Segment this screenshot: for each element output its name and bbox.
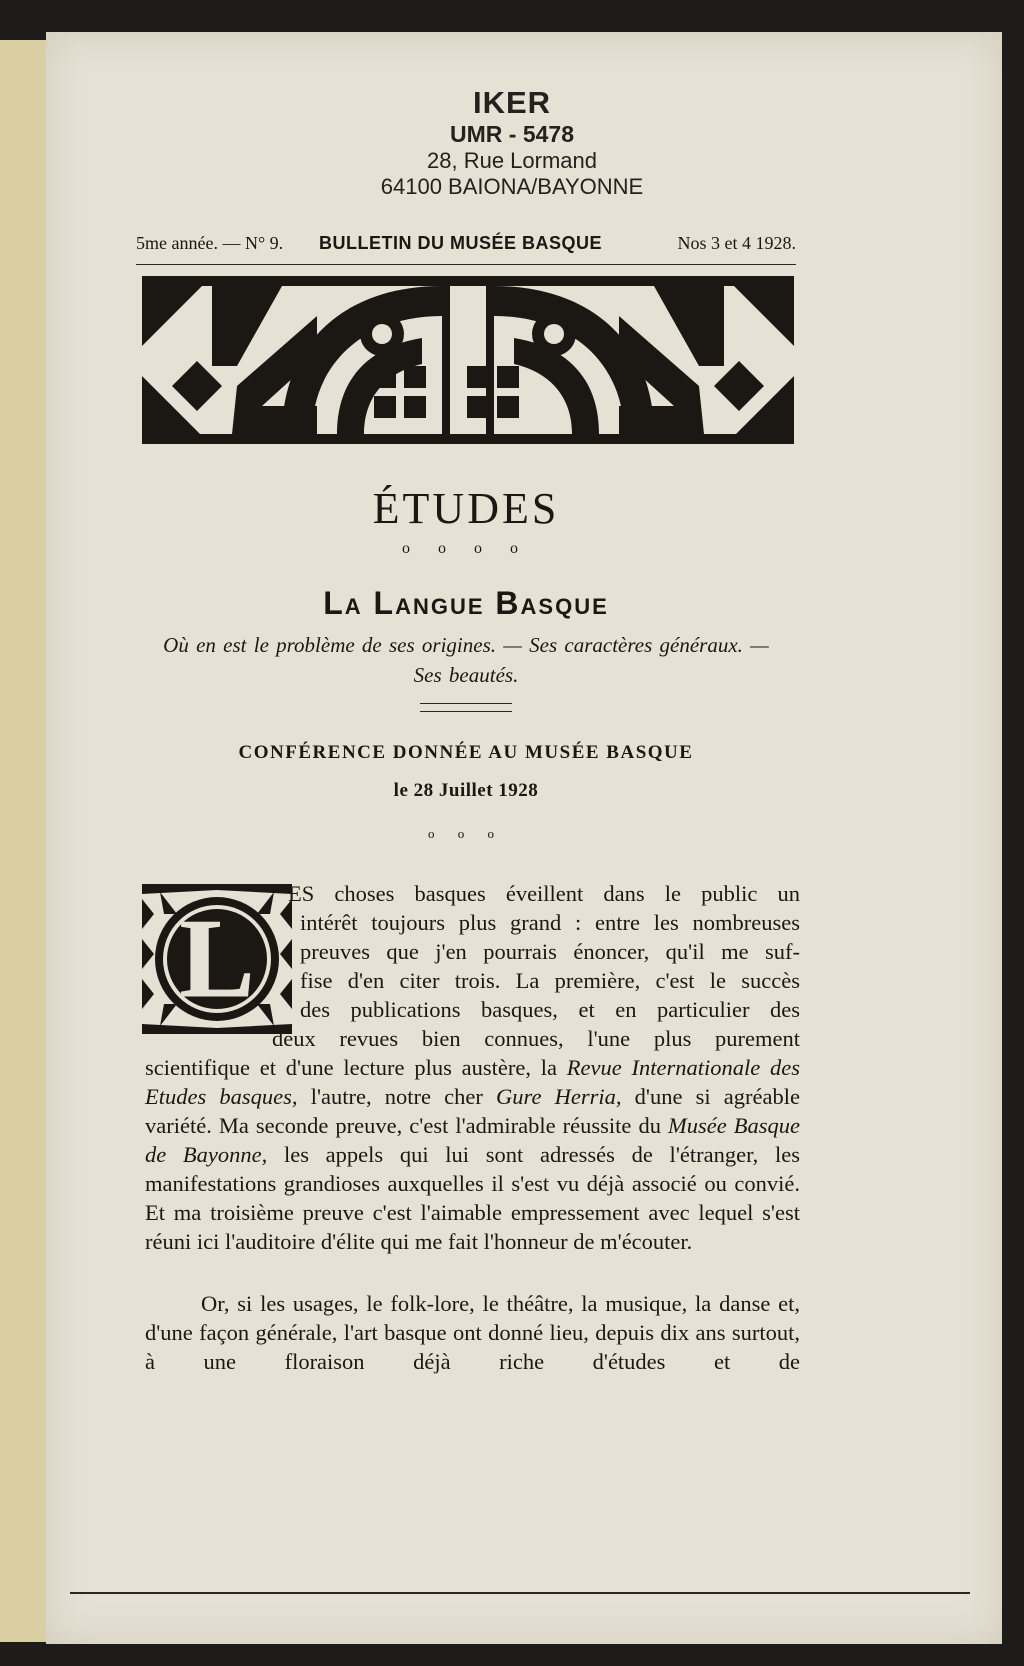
article-subtitle — [136, 630, 796, 690]
drop-cap-letter: L — [179, 897, 255, 1021]
double-rule-top — [420, 703, 512, 704]
ornamental-drop-cap — [142, 884, 292, 1034]
lead-line-5: des publications basques, et en particulier des — [300, 997, 800, 1022]
p1-text-b: l'autre, notre cher — [297, 1084, 497, 1109]
p1-text-a: scientifique et d'une lecture plus austère, la — [145, 1055, 567, 1080]
paragraph-1-continued — [145, 1053, 800, 1256]
subtitle-line-2: Ses beautés. — [413, 663, 519, 687]
lead-paragraph — [272, 879, 800, 1053]
separator-dots: o o o o — [402, 540, 530, 557]
p1-musee-basque: Musée Basque de Bayonne, — [145, 1113, 801, 1167]
basque-ornament-banner — [142, 276, 794, 444]
lead-line-4: fise d'en citer trois. La première, c'est le succès — [300, 968, 800, 993]
lead-line-1: ES choses basques éveillent dans le public un — [288, 881, 800, 906]
paragraph-2: Or, si les usages, le folk-lore, le théâtre, la musique, la danse et, d'une façon générale, l'art basque ont donné lieu, depuis dix ans surtout, à une floraison déjà riche d'études et de — [145, 1291, 800, 1374]
issue-number: 5me année. — N° 9. — [136, 233, 284, 253]
issue-numbers: Nos 3 et 4 1928. — [677, 233, 796, 253]
p1-text-d: les appels qui lui sont adressés de l'étranger, les manifestations grandioses auxquelles il s'est vu déjà associé ou convié. Et ma troisième preuve c'est l'aimable empressement avec lequel s'est réuni ici l'auditoire d'élite qui me fait l'honneur de m'écouter. — [145, 1142, 800, 1254]
p1-text-c: d'une si agréable variété. Ma seconde preuve, c'est l'admirable réussite du — [145, 1084, 800, 1138]
stamp-line-4: 64100 BAIONA/BAYONNE — [380, 174, 644, 199]
lead-line-3: preuves que j'en pourrais énoncer, qu'il me suf- — [300, 939, 800, 964]
p1-revue-title: Revue Internationale des Etudes basques, — [145, 1055, 800, 1109]
article-title: La Langue Basque — [323, 585, 609, 621]
stamp-line-2: UMR - 5478 — [450, 121, 574, 147]
stamp-line-1: IKER — [472, 85, 552, 120]
stamp-line-3: 28, Rue Lormand — [427, 148, 597, 173]
subtitle-line-1: Où en est le problème de ses origines. — Ses caractères généraux. — — [163, 633, 769, 657]
p1-gure-herria: Gure Herria, — [496, 1084, 622, 1109]
bottom-rule — [70, 1592, 970, 1594]
section-title: ÉTUDES — [372, 484, 560, 533]
lead-line-6: deux revues bien connues, l'une plus purement — [272, 1026, 800, 1051]
lead-line-2: intérêt toujours plus grand : entre les nombreuses — [300, 910, 800, 935]
bulletin-title: BULLETIN DU MUSÉE BASQUE — [319, 233, 603, 253]
double-rule-bottom — [420, 711, 512, 712]
running-head — [136, 233, 796, 257]
header-rule — [136, 264, 796, 265]
conference-heading: CONFÉRENCE DONNÉE AU MUSÉE BASQUE — [238, 742, 694, 763]
left-page-edge — [0, 40, 51, 1642]
separator-dots-small: o o o — [428, 826, 504, 841]
conference-date: le 28 Juillet 1928 — [393, 780, 539, 801]
institution-stamp — [0, 86, 1024, 200]
